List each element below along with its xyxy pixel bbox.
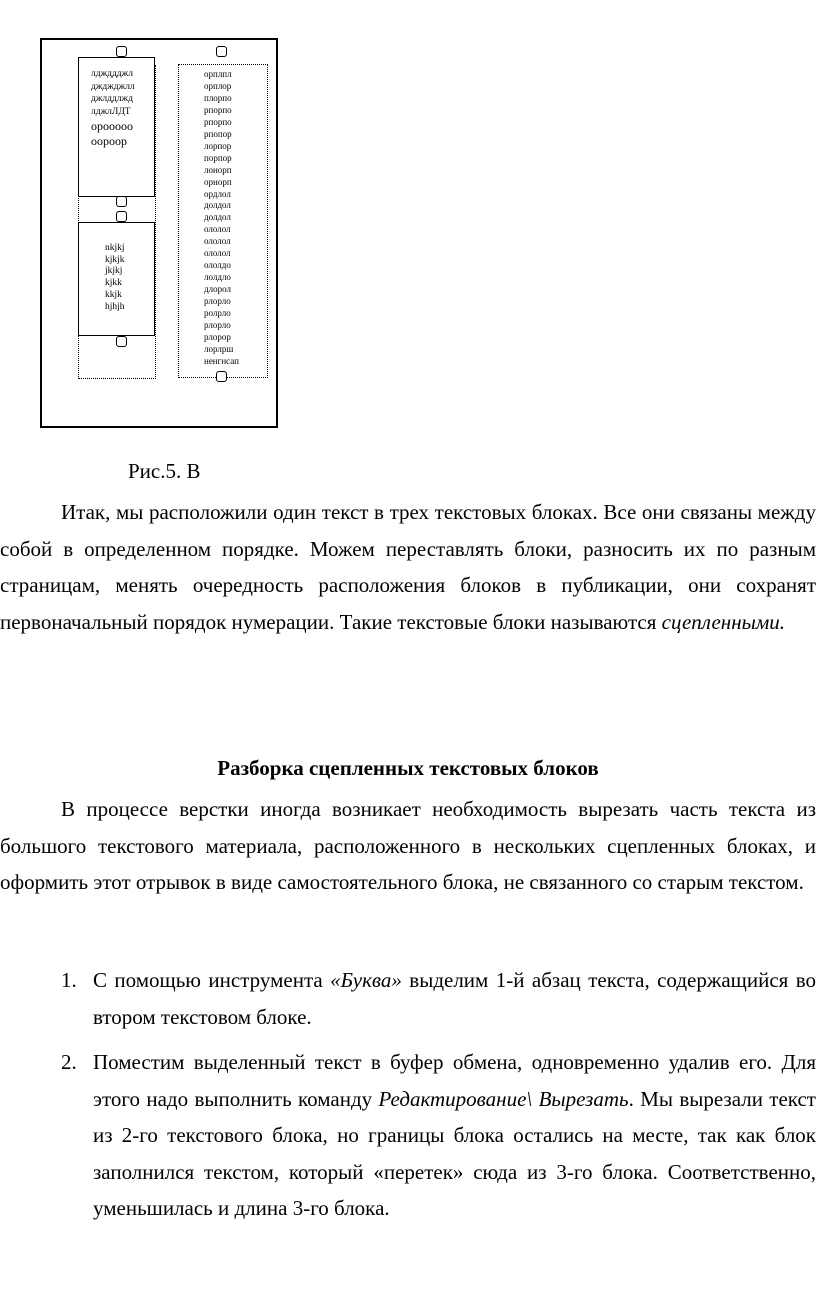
text-block-1-content [91, 68, 135, 149]
block3-line: рлорло [204, 296, 231, 307]
list-emphasis: «Буква» [330, 968, 402, 992]
paragraph-intro: В процессе верстки иногда возникает необходимость вырезать часть текста из большого текстового материала, расположенного в нескольких сцепленных блоках, и оформить этот отрывок в виде самостоятельного блока, не связанного со старым текстом. [0, 797, 816, 894]
list-item [0, 1044, 816, 1227]
block3-line: ололол [204, 248, 231, 259]
block3-line: долдол [204, 200, 231, 211]
windowshade-handle-bottom-1[interactable] [116, 196, 127, 207]
block1-line: джлддлжд [91, 94, 133, 105]
block3-line: лорлрш [204, 343, 234, 354]
linked-blocks-figure [40, 38, 278, 428]
block3-line: лонорп [204, 164, 232, 175]
list-text: С помощью инструмента [93, 968, 331, 992]
text-block-3-content [204, 69, 239, 368]
block1-line: лджддджл [91, 69, 133, 79]
list-text: выделим 1-й абзац текста, содержащийся во втором текстовом блоке. [93, 968, 816, 1029]
block1-line: лджлЛДТ [91, 107, 131, 118]
block3-line: рпопор [204, 128, 232, 139]
section-heading: Разборка сцепленных текстовых блоков [217, 756, 599, 780]
block3-line: рлорор [204, 331, 231, 342]
list-text: . Мы вырезали текст из 2-го текстового блока, но границы блока остались на месте, так как блок заполнился текстом, который «перетек» сюда из 3-го блока. Соответственно, уменьшилась и длина 3-го блока. [93, 1086, 816, 1220]
block2-line: kjkjk [105, 254, 125, 265]
block3-line: рлорло [204, 320, 231, 331]
list-emphasis: Редактирование\ Вырезать [378, 1086, 629, 1111]
block3-line: порпор [204, 152, 232, 163]
block1-line: джджджлл [91, 81, 135, 92]
steps-list [0, 962, 816, 1227]
text-block-1 [78, 57, 155, 197]
block3-line: ололол [204, 224, 231, 235]
block2-line: jkjkj [105, 266, 123, 277]
list-text: Поместим выделенный текст в буфер обмена, одновременно удалив его. Для этого надо выполнить команду [93, 1050, 816, 1111]
block3-line: лолдло [204, 272, 231, 283]
block3-line: орнорп [204, 176, 232, 187]
text-block-2-content [105, 243, 125, 313]
list-item [0, 962, 816, 1035]
windowshade-handle-top-3[interactable] [216, 46, 227, 57]
windowshade-handle-bottom-2[interactable] [116, 336, 127, 347]
block3-line: ололдо [204, 260, 231, 271]
text-block-2 [78, 222, 155, 336]
block3-line: ордлол [204, 188, 231, 199]
windowshade-handle-top-1[interactable] [116, 46, 127, 57]
block1-line: орооооо [91, 118, 133, 133]
list-number: 2. [61, 1050, 77, 1074]
block3-line: ролрло [204, 308, 231, 319]
block3-line: плорпо [204, 92, 232, 103]
block2-line: hjhjh [105, 301, 125, 312]
block3-line: орплпл [204, 69, 232, 79]
paragraph-text: Итак, мы расположили один текст в трех текстовых блоках. Все они связаны между собой в определенном порядке. Можем переставлять блоки, разносить их по разным страницам, менять очередность расположения блоков в публикации, они сохранят первоначальный порядок нумерации. Такие текстовые блоки называются [0, 500, 816, 634]
block3-line: длорол [204, 284, 231, 295]
block3-line: долдол [204, 212, 231, 223]
block2-line: nkjkj [105, 243, 125, 253]
block3-line: рпорпо [204, 116, 232, 127]
figure-caption: Рис.5. В [128, 459, 201, 483]
windowshade-handle-bottom-3[interactable] [216, 371, 227, 382]
block2-line: kkjk [105, 289, 122, 300]
paragraph-linked-blocks [0, 494, 816, 640]
block3-line: лорпор [204, 140, 232, 151]
windowshade-handle-top-2[interactable] [116, 211, 127, 222]
list-number: 1. [61, 968, 77, 992]
block3-line: ололол [204, 236, 231, 247]
block3-line: рпорпо [204, 104, 232, 115]
block3-line: орплор [204, 80, 232, 91]
block2-line: kjkk [105, 278, 122, 289]
block1-line: оороор [91, 133, 127, 148]
block3-line: ненгнсап [204, 355, 239, 366]
emphasis-linked: сцепленными. [661, 609, 785, 634]
